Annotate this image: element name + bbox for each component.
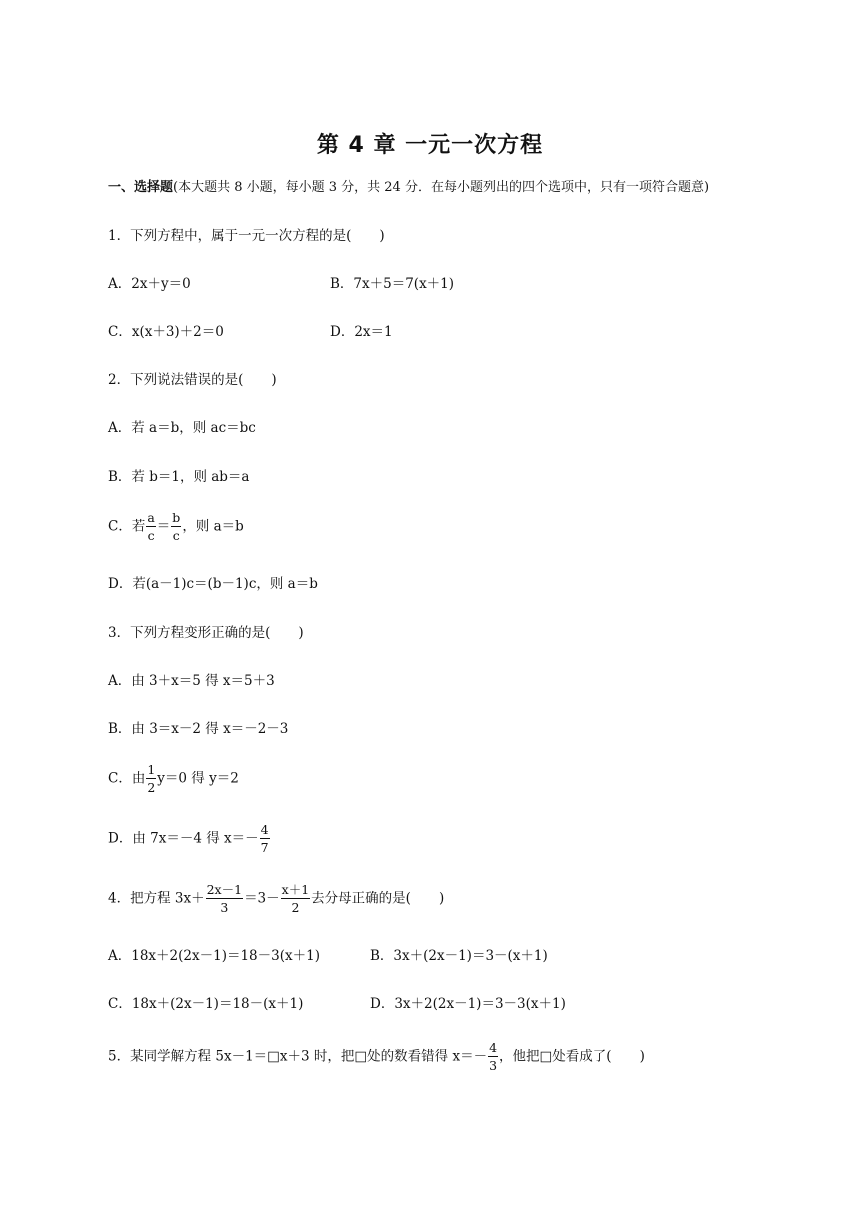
question-4-option-d: D．3x＋2(2x－1)＝3－3(x＋1)	[370, 996, 566, 1012]
question-2-text: 2．下列说法错误的是(	[108, 372, 244, 388]
fraction-2x-minus-1-over-3: $\frac{2x-1}{3}$	[206, 882, 243, 915]
question-1-option-c: C．x(x＋3)＋2＝0	[108, 324, 224, 340]
fraction-b-over-c: $\frac{b}{c}$	[172, 510, 181, 543]
question-3-text: 3．下列方程变形正确的是(	[108, 625, 271, 641]
section-label: 一、选择题	[108, 180, 174, 195]
fraction-four-thirds: $\frac{4}{3}$	[489, 1040, 498, 1073]
fraction-x-plus-1-over-2: $\frac{x+1}{2}$	[281, 882, 310, 915]
question-3-option-d: D．由 7x＝－4 得 x＝－ $\frac{4}{7}$	[108, 822, 269, 855]
question-1-option-d: D．2x＝1	[330, 324, 393, 340]
question-5-stem: 5．某同学解方程 5x－1＝□x＋3 时，把□处的数看错得 x＝－ $\frac{4}{3}$ ，他把□处看成了( )	[108, 1040, 645, 1073]
fraction-a-over-c: $\frac{a}{c}$	[147, 510, 155, 543]
question-4-option-a: A．18x＋2(2x－1)＝18－3(x＋1)	[108, 948, 320, 964]
fraction-one-half: $\frac{1}{2}$	[147, 762, 156, 795]
question-4-option-b: B．3x＋(2x－1)＝3－(x＋1)	[370, 948, 548, 964]
question-2-option-b: B．若 b＝1，则 ab＝a	[108, 469, 250, 485]
question-1-stem: 1．下列方程中，属于一元一次方程的是( )	[108, 228, 385, 244]
question-4-option-c: C．18x＋(2x－1)＝18－(x＋1)	[108, 996, 304, 1012]
question-3-stem: 3．下列方程变形正确的是( )	[108, 625, 304, 641]
question-2-option-c: C．若 $\frac{a}{c}$ ＝ $\frac{b}{c}$ ，则 a＝b	[108, 510, 244, 543]
section-header	[108, 178, 709, 198]
question-2-option-d: D．若(a－1)c＝(b－1)c，则 a＝b	[108, 576, 318, 592]
question-1-option-a: A．2x＋y＝0	[108, 276, 191, 292]
question-3-option-a: A．由 3＋x＝5 得 x＝5＋3	[108, 673, 275, 689]
section-note: (本大题共 8 小题，每小题 3 分，共 24 分．在每小题列出的四个选项中，只有一项符合题意)	[173, 180, 710, 195]
question-1-option-b: B．7x＋5＝7(x＋1)	[330, 276, 455, 292]
chapter-title: 第 4 章 一元一次方程	[316, 133, 544, 158]
question-1-text: 1．下列方程中，属于一元一次方程的是(	[108, 228, 352, 244]
fraction-four-sevenths: $\frac{4}{7}$	[260, 822, 269, 855]
question-3-option-b: B．由 3＝x－2 得 x＝－2－3	[108, 721, 289, 737]
question-4-stem: 4．把方程 3x＋ $\frac{2x-1}{3}$ ＝3－ $\frac{x+1}{2}$ 去分母正确的是( )	[108, 882, 445, 915]
question-2-stem: 2．下列说法错误的是( )	[108, 372, 277, 388]
question-3-option-c: C．由 $\frac{1}{2}$ y＝0 得 y＝2	[108, 762, 239, 795]
question-2-option-a: A．若 a＝b，则 ac＝bc	[108, 420, 256, 436]
